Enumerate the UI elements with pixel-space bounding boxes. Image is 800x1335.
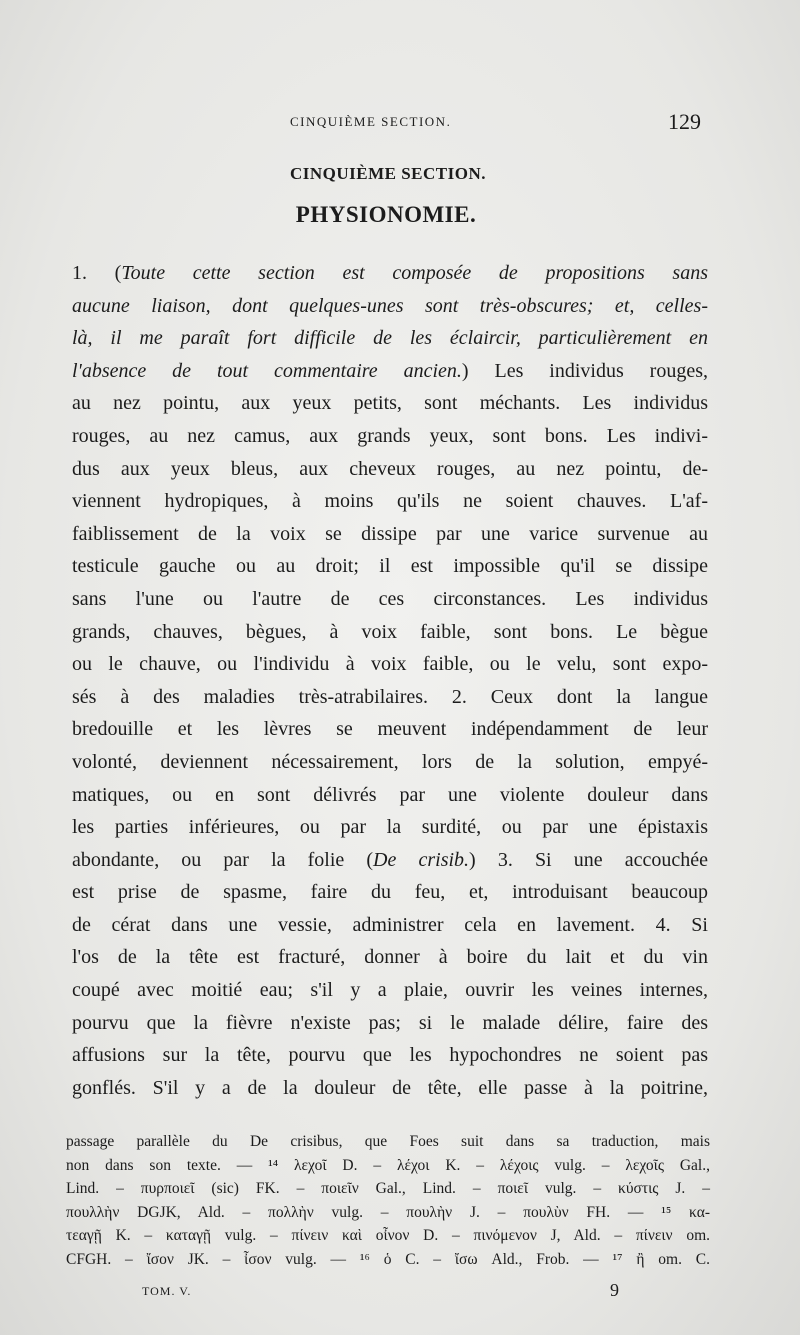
italic-text: De crisib. [373, 848, 470, 871]
footnote-line: τεαγῇ K. – καταγῇ vulg. – πίνειν καὶ οἶνον D. – πινόμενον J, Ald. – πίνειν om. [66, 1227, 710, 1245]
running-title: CINQUIÈME SECTION. [290, 114, 452, 129]
text-line [72, 746, 708, 779]
text-run: faiblissement de la voix se dissipe par une varice survenue au [72, 522, 708, 545]
text-line [72, 1007, 708, 1040]
footnote-line: Lind. – πυρποιεῖ (sic) FK. – ποιεῖν Gal., Lind. – ποιεῖ vulg. – κύστις J. – [66, 1180, 710, 1198]
chapter-title: PHYSIONOMIE. [295, 202, 477, 227]
italic-text: l'absence de tout commentaire ancien. [72, 359, 462, 382]
text-line [72, 974, 708, 1007]
text-line [72, 355, 708, 388]
text-line [72, 1039, 708, 1072]
text-run: testicule gauche ou au droit; il est impossible qu'il se dissipe [72, 555, 708, 578]
signature-number: 9 [610, 1280, 619, 1300]
text-run: bredouille et les lèvres se meuvent indépendamment de leur [72, 718, 708, 741]
text-line [72, 453, 708, 486]
footnote-line: CFGH. – ἴσον JK. – ἶσον vulg. — ¹⁶ ὁ C. – ἴσω Ald., Frob. — ¹⁷ ἢ om. C. [66, 1250, 710, 1268]
text-line [72, 1072, 708, 1105]
text-run: dus aux yeux bleus, aux cheveux rouges, au nez pointu, de- [72, 457, 708, 480]
page-number: 129 [668, 109, 701, 134]
text-line [72, 485, 708, 518]
text-line [72, 909, 708, 942]
text-run: ) 3. Si une accouchée [469, 848, 708, 871]
running-header [0, 109, 800, 136]
text-run: ) Les individus rouges, [461, 359, 708, 382]
text-run: volonté, deviennent nécessairement, lors de la solution, empyé- [72, 750, 708, 773]
body-text [72, 257, 708, 1104]
text-run: l'os de la tête est fracturé, donner à boire du lait et du vin [72, 946, 708, 969]
text-run: sés à des maladies très-atrabilaires. 2. Ceux dont la langue [72, 685, 708, 708]
text-run: pourvu que la fièvre n'existe pas; si le malade délire, faire des [72, 1011, 708, 1034]
text-run: grands, chauves, bègues, à voix faible, sont bons. Le bègue [72, 620, 708, 643]
text-run: viennent hydropiques, à moins qu'ils ne soient chauves. L'af- [72, 490, 708, 513]
text-run: matiques, ou en sont délivrés par une violente douleur dans [72, 783, 708, 806]
footnote-line: passage parallèle du De crisibus, que Foes suit dans sa traduction, mais [66, 1133, 710, 1150]
text-line [72, 681, 708, 714]
section-title: CINQUIÈME SECTION. [289, 164, 487, 183]
text-run: abondante, ou par la folie ( [72, 848, 374, 871]
text-line [72, 257, 708, 290]
text-run: est prise de spasme, faire du feu, et, introduisant beaucoup [72, 881, 708, 904]
text-line [72, 779, 708, 812]
footnote-line: non dans son texte. — ¹⁴ λεχοῖ D. – λέχοι K. – λέχοις vulg. – λεχοῖς Gal., [66, 1156, 710, 1174]
text-line [72, 518, 708, 551]
text-line [72, 616, 708, 649]
text-line [72, 713, 708, 746]
text-line [72, 876, 708, 909]
text-run: gonflés. S'il y a de la douleur de tête, elle passe à la poitrine, [72, 1076, 708, 1099]
text-line [72, 844, 708, 877]
italic-text: aucune liaison, dont quelques-unes sont très-obscures; et, celles- [72, 294, 708, 317]
text-run: affusions sur la tête, pourvu que les hypochondres ne soient pas [72, 1044, 708, 1067]
text-line [72, 290, 708, 323]
text-run: 1. ( [72, 262, 122, 284]
text-line [72, 420, 708, 453]
text-line [72, 648, 708, 681]
text-run: au nez pointu, aux yeux petits, sont méchants. Les individus [72, 392, 708, 415]
text-line [72, 583, 708, 616]
italic-text: Toute cette section est composée de propositions sans [121, 262, 708, 284]
text-run: coupé avec moitié eau; s'il y a plaie, ouvrir les veines internes, [72, 979, 708, 1002]
text-run: ou le chauve, ou l'individu à voix faible, ou le velu, sont expo- [72, 653, 708, 676]
text-line [72, 550, 708, 583]
text-run: de cérat dans une vessie, administrer cela en lavement. 4. Si [72, 913, 708, 936]
footnote-line: πουλλὴν DGJK, Ald. – πολλὴν vulg. – πουλὴν J. – πουλὺν FH. — ¹⁵ κα- [66, 1203, 710, 1221]
text-line [72, 941, 708, 974]
text-line [72, 811, 708, 844]
text-run: rouges, au nez camus, aux grands yeux, sont bons. Les indivi- [72, 424, 708, 447]
signature-mark: TOM. V. [142, 1284, 192, 1298]
text-line [72, 387, 708, 420]
text-line [72, 322, 708, 355]
italic-text: là, il me paraît fort difficile de les éclaircir, particulièrement en [72, 327, 708, 350]
text-run: les parties inférieures, ou par la surdité, ou par une épistaxis [72, 816, 708, 839]
footnotes [66, 1130, 710, 1272]
text-run: sans l'une ou l'autre de ces circonstances. Les individus [72, 587, 708, 610]
page-footer [0, 1280, 800, 1304]
